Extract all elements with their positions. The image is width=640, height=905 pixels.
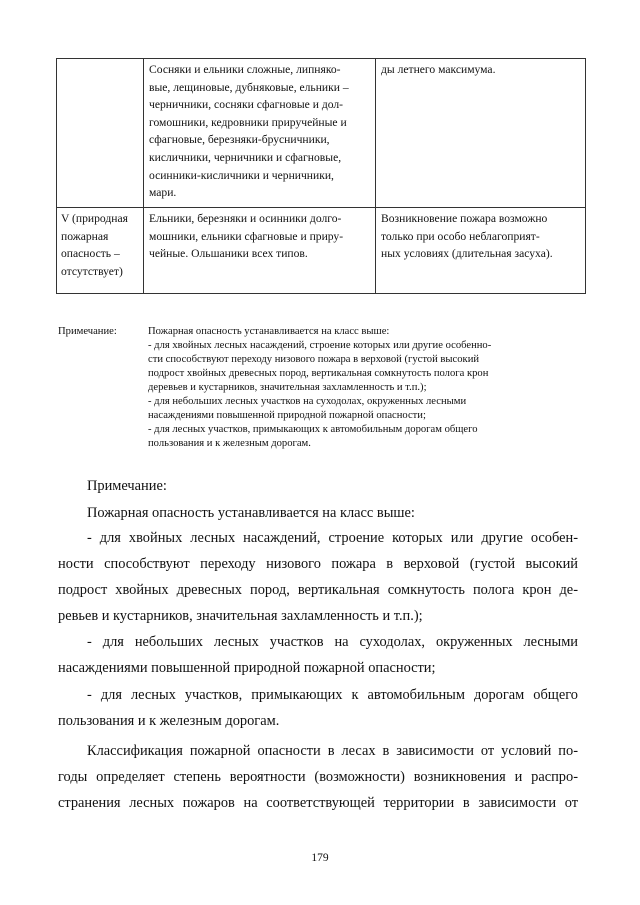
table-row2-class: V (природная пожарная опасность – отсутствует) — [61, 212, 128, 278]
table-column-divider — [375, 59, 376, 293]
note-item-line: ревьев и кустарников, значительная захламленность и т.п.); — [58, 608, 423, 624]
table-row1-conditions: ды летнего максимума. — [381, 63, 496, 76]
table-row2-vegetation: Ельники, березняки и осинники долго- мошники, ельники сфагновые и приру- чейные. Ольшаники всех типов. — [149, 212, 344, 261]
small-note-label: Примечание: — [58, 326, 117, 337]
table-row2-conditions: Возникновение пожара возможно только при особо неблагоприят- ных условиях (длительная засуха). — [381, 212, 553, 261]
note-item-line: - для хвойных лесных насаждений, строение которых или другие особен- — [87, 530, 578, 546]
note-intro: Пожарная опасность устанавливается на класс выше: — [87, 505, 415, 521]
body-paragraph-line: годы определяет степень вероятности (возможности) возникновения и распро- — [58, 769, 578, 785]
table-column-divider — [143, 59, 144, 293]
note-item-line: ности способствуют переходу низового пожара в верховой (густой высокий — [58, 556, 578, 572]
note-item-line: - для небольших лесных участков на суходолах, окруженных лесными — [87, 634, 578, 650]
note-item-line: пользования и к железным дорогам. — [58, 713, 280, 729]
table-row1-vegetation: Сосняки и ельники сложные, липняко- вые, лещиновые, дубняковые, ельники – черничники, сосняки сфагновые и дол- гомошники, кедровники приручейные и сфагновые, березняки-брусничники, кисличники, черничники и сфагновые, осинники-кисличники и черничники, мари. — [149, 63, 349, 200]
note-item-line: насаждениями повышенной природной пожарной опасности; — [58, 660, 436, 676]
fire-class-table — [56, 58, 586, 294]
page-number: 179 — [311, 852, 329, 864]
body-paragraph-line: странения лесных пожаров на соответствующей территории в зависимости от — [58, 795, 578, 811]
body-paragraph-line: Классификация пожарной опасности в лесах в зависимости от условий по- — [87, 743, 578, 759]
note-item-line: - для лесных участков, примыкающих к автомобильным дорогам общего — [87, 687, 578, 703]
table-row-divider — [57, 207, 585, 208]
note-heading: Примечание: — [87, 478, 167, 494]
note-item-line: подрост хвойных древесных пород, вертикальная сомкнутость полога крон де- — [58, 582, 578, 598]
small-note-body: Пожарная опасность устанавливается на класс выше: - для хвойных лесных насаждений, строение которых или другие особенно- сти способствуют переходу низового пожара в верховой (густой высокий подрост хвойных древесных пород, вертикальная сомкнутость полога крон деревьев и кустарников, значительная захламленность и т.п.); - для небольших лесных участков на суходолах, окруженных лесными насаждениями повышенной природной пожарной опасности; - для лесных участков, примыкающих к автомобильным дорогам общего пользования и к железным дорогам. — [148, 326, 492, 449]
